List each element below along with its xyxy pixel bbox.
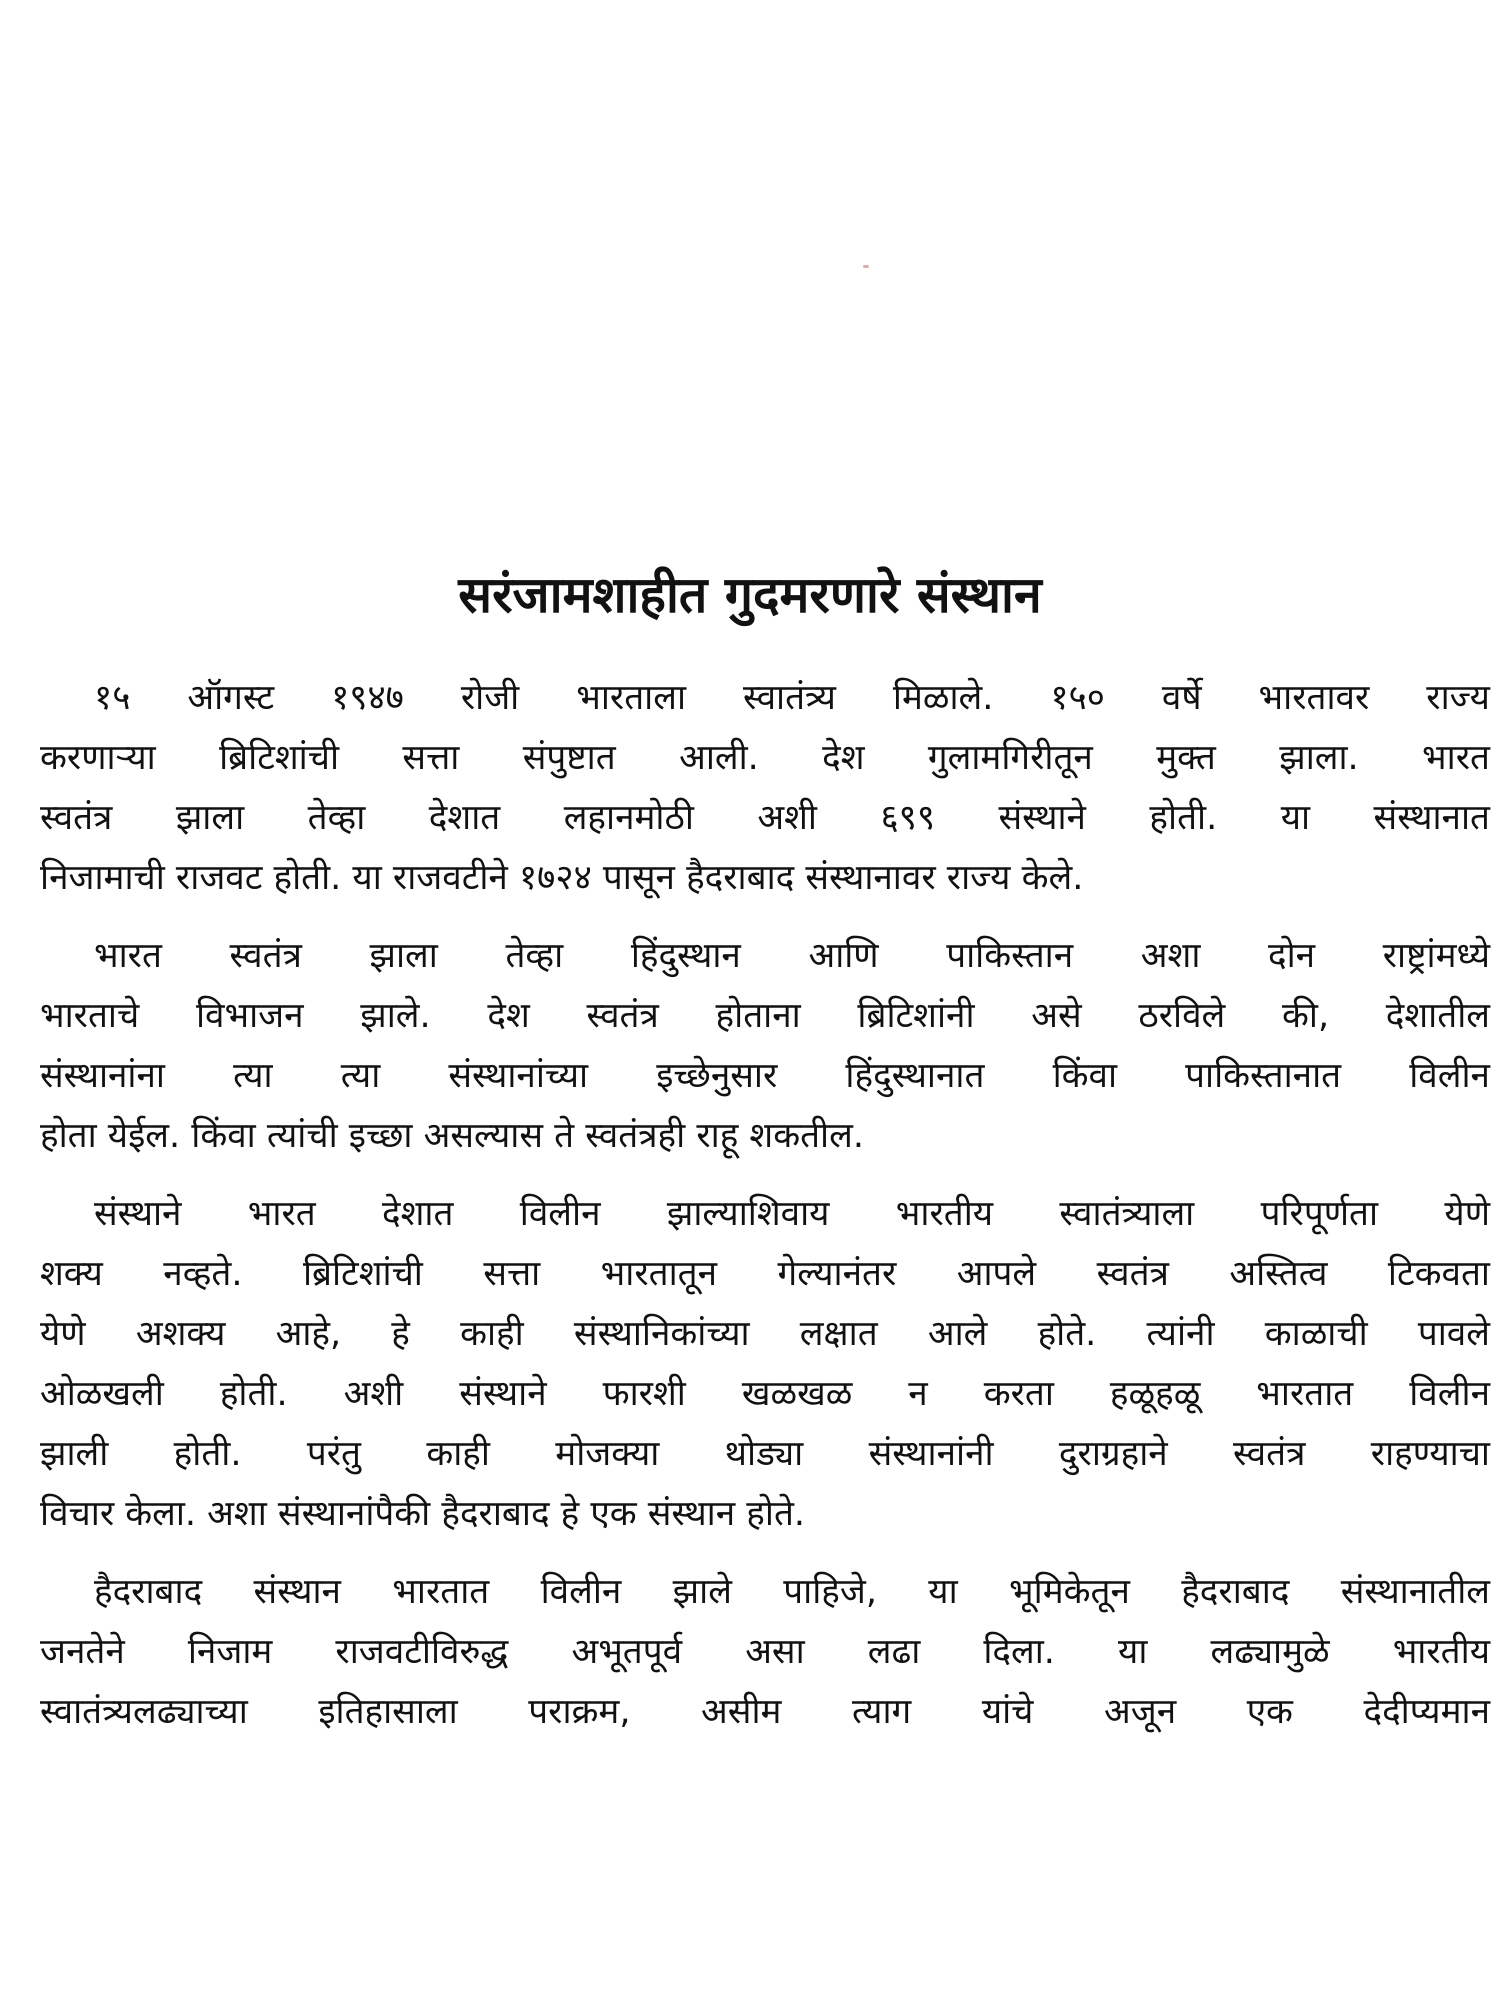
body-text (40, 668, 1490, 1760)
text-line: विचार केला. अशा संस्थानांपैकी हैदराबाद हे एक संस्थान होते. (40, 1494, 806, 1534)
text-line: ओळखली होती. अशी संस्थाने फारशी खळखळ न करता हळूहळू भारतात विलीन (40, 1374, 1490, 1414)
paragraph-3 (40, 1184, 1490, 1544)
text-line: येणे अशक्य आहे, हे काही संस्थानिकांच्या लक्षात आले होते. त्यांनी काळाची पावले (40, 1314, 1490, 1354)
text-line: शक्य नव्हते. ब्रिटिशांची सत्ता भारतातून गेल्यानंतर आपले स्वतंत्र अस्तित्व टिकवता (40, 1254, 1490, 1294)
ink-speck (863, 265, 869, 268)
text-line: निजामाची राजवट होती. या राजवटीने १७२४ पासून हैदराबाद संस्थानावर राज्य केले. (40, 858, 1084, 898)
text-line: जनतेने निजाम राजवटीविरुद्ध अभूतपूर्व असा लढा दिला. या लढ्यामुळे भारतीय (40, 1632, 1490, 1672)
text-line: स्वतंत्र झाला तेव्हा देशात लहानमोठी अशी ६९९ संस्थाने होती. या संस्थानात (40, 798, 1490, 838)
text-line: संस्थानांना त्या त्या संस्थानांच्या इच्छेनुसार हिंदुस्थानात किंवा पाकिस्तानात विलीन (40, 1056, 1490, 1096)
text-line: स्वातंत्र्यलढ्याच्या इतिहासाला पराक्रम, असीम त्याग यांचे अजून एक देदीप्यमान (40, 1692, 1490, 1732)
paragraph-1 (40, 668, 1490, 908)
text-line: संस्थाने भारत देशात विलीन झाल्याशिवाय भारतीय स्वातंत्र्याला परिपूर्णता येणे (94, 1194, 1490, 1234)
text-line: १५ ऑगस्ट १९४७ रोजी भारताला स्वातंत्र्य मिळाले. १५० वर्षे भारतावर राज्य (94, 678, 1490, 718)
paragraph-4 (40, 1562, 1490, 1742)
text-line: झाली होती. परंतु काही मोजक्या थोड्या संस्थानांनी दुराग्रहाने स्वतंत्र राहण्याचा (40, 1434, 1490, 1474)
text-line: होता येईल. किंवा त्यांची इच्छा असल्यास ते स्वतंत्रही राहू शकतील. (40, 1116, 864, 1156)
text-line: हैदराबाद संस्थान भारतात विलीन झाले पाहिजे, या भूमिकेतून हैदराबाद संस्थानातील (94, 1572, 1490, 1612)
text-line: करणाऱ्या ब्रिटिशांची सत्ता संपुष्टात आली. देश गुलामगिरीतून मुक्त झाला. भारत (40, 738, 1490, 778)
page-title: सरंजामशाहीत गुदमरणारे संस्थान (458, 566, 1042, 624)
text-line: भारताचे विभाजन झाले. देश स्वतंत्र होताना ब्रिटिशांनी असे ठरविले की, देशातील (40, 996, 1490, 1036)
text-line: भारत स्वतंत्र झाला तेव्हा हिंदुस्थान आणि पाकिस्तान अशा दोन राष्ट्रांमध्ये (94, 936, 1490, 976)
paragraph-2 (40, 926, 1490, 1166)
